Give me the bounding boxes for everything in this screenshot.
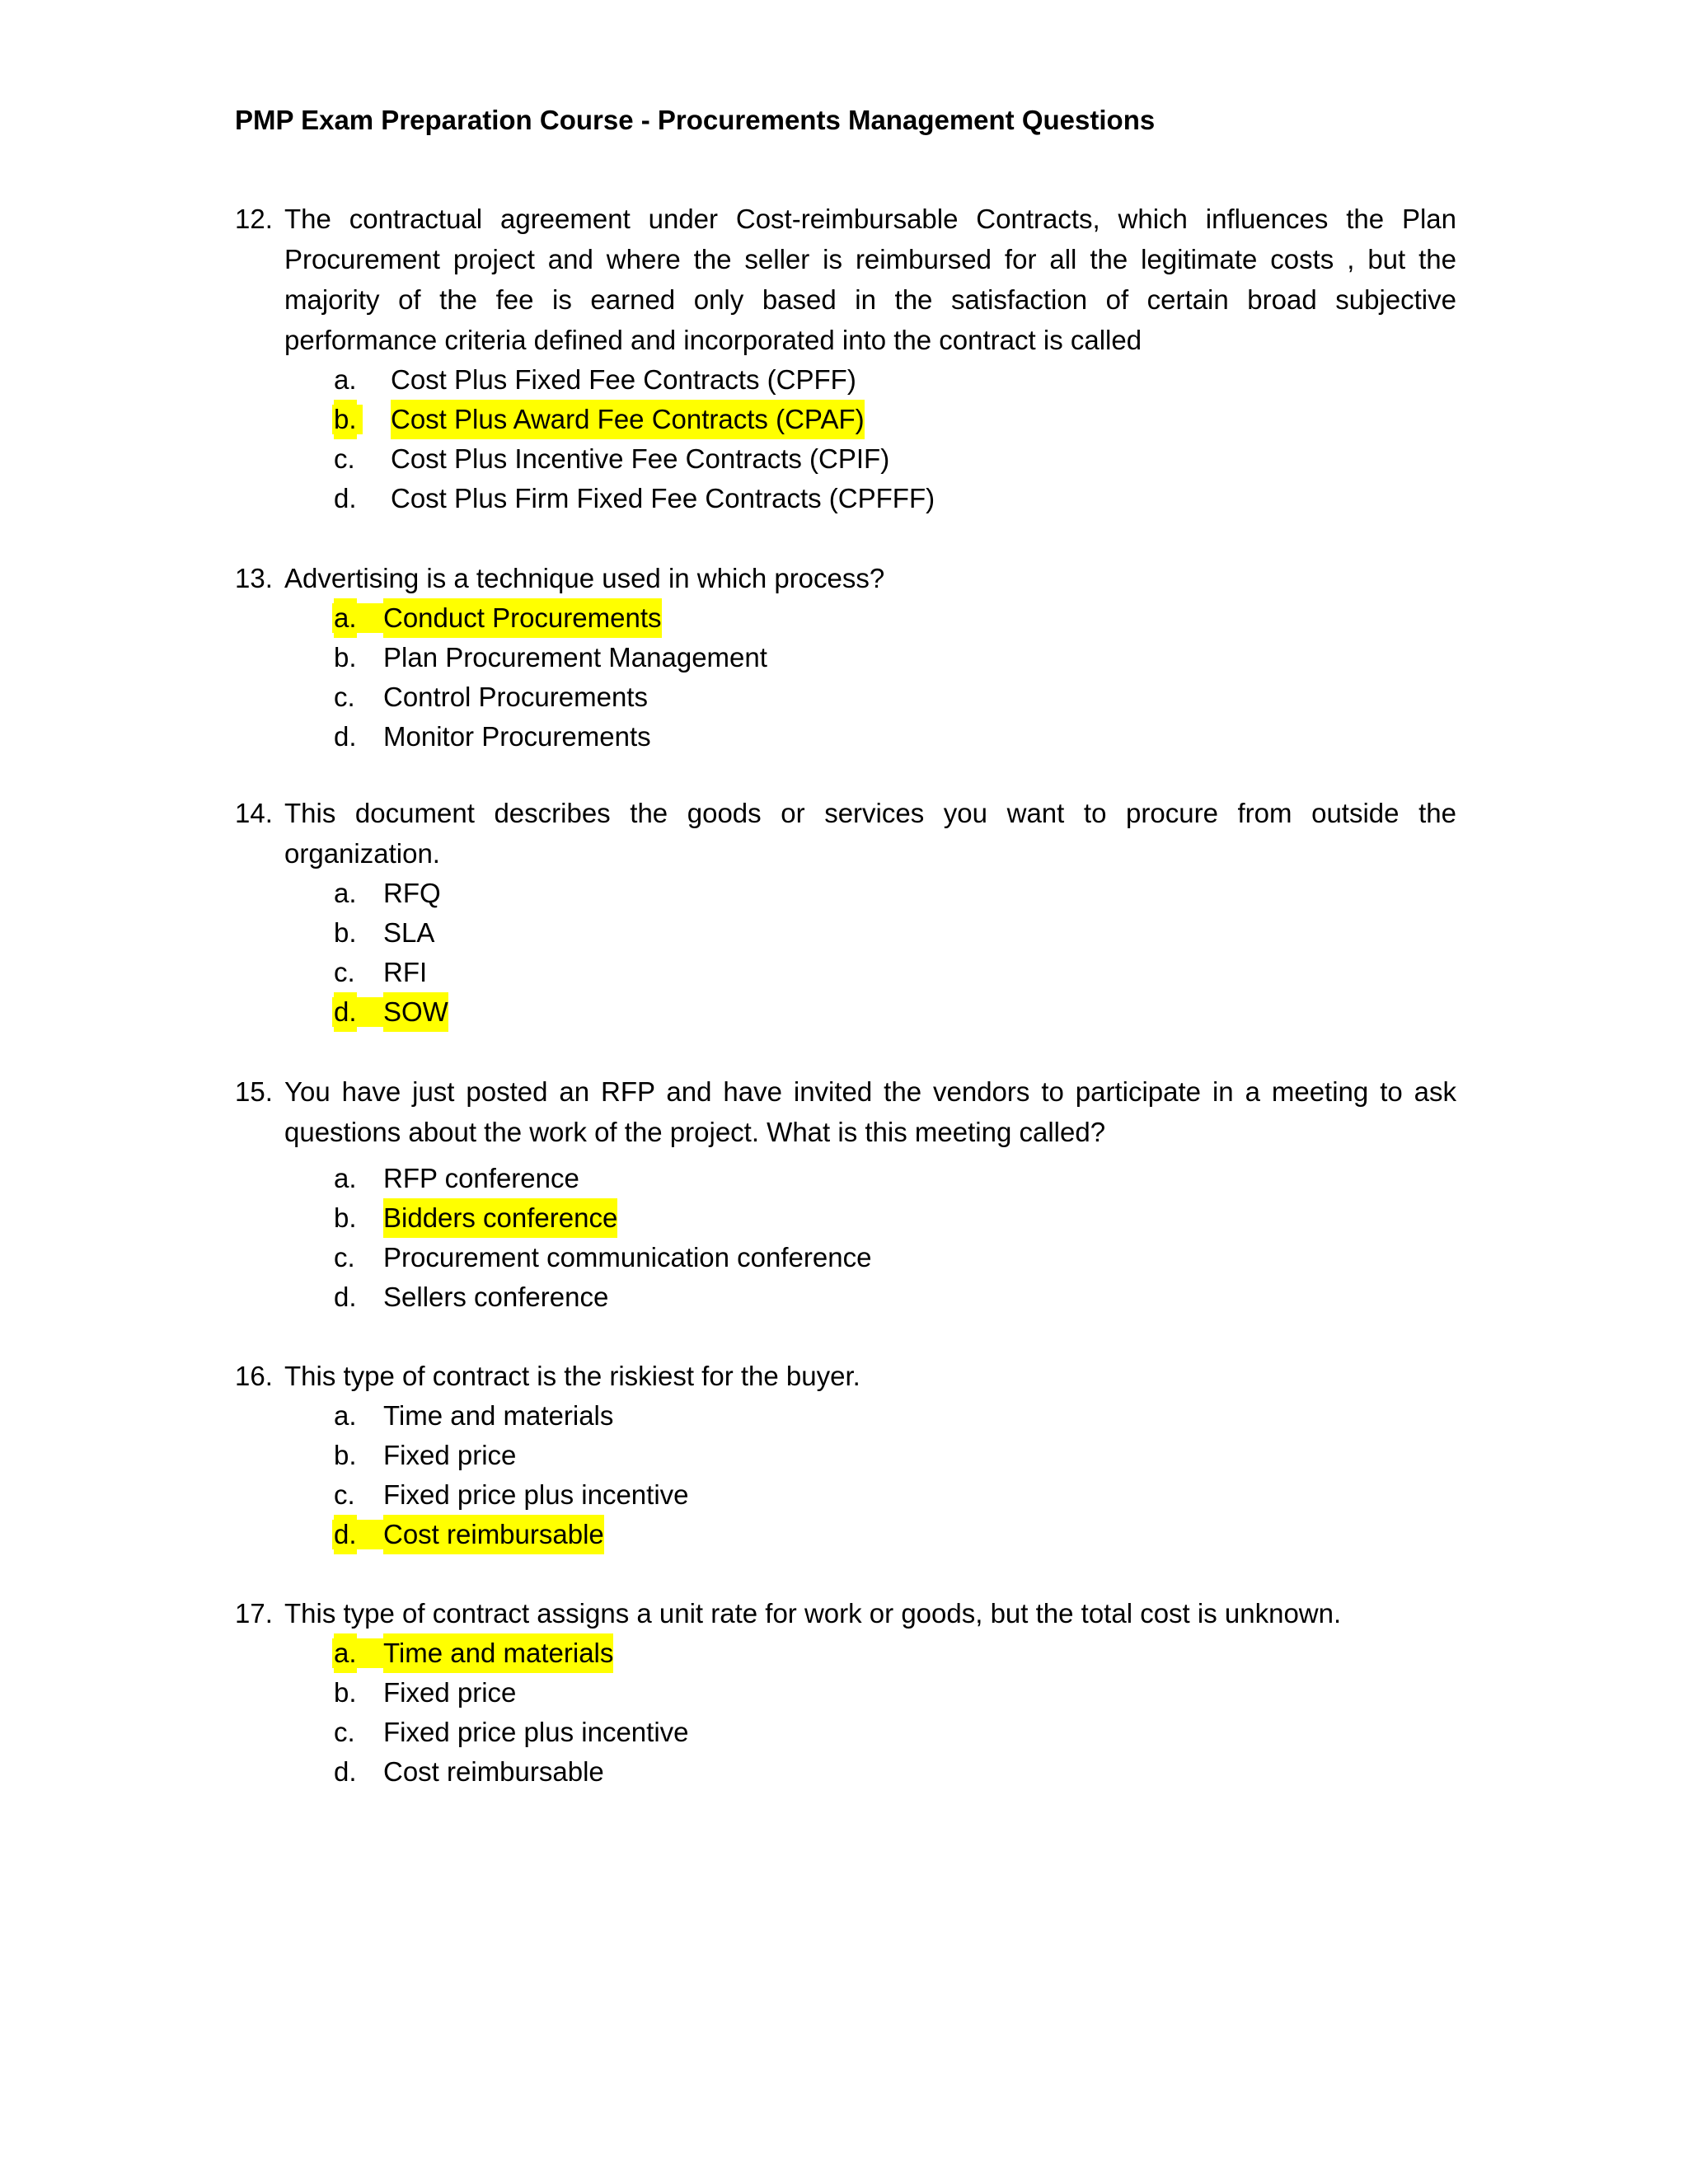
question-text: The contractual agreement under Cost-reimbursable Contracts, which influences the Plan Procurement project and where the seller is reimbursed for all the legitimate costs , but the majority of the fee is earned only based in the satisfaction of certain broad subjective performance criteria defined and incorporated into the contract is called xyxy=(284,204,1456,355)
option-text: Cost Plus Incentive Fee Contracts (CPIF) xyxy=(391,443,890,474)
question-text: This type of contract is the riskiest for the buyer. xyxy=(284,1361,860,1391)
answer-options xyxy=(235,598,1456,757)
question-stem xyxy=(235,1593,1456,1633)
option-letter: d. xyxy=(334,1515,357,1554)
option-b-correct xyxy=(235,1198,1456,1238)
option-c xyxy=(235,1238,1456,1277)
option-letter: a. xyxy=(334,364,357,395)
answer-options xyxy=(235,1396,1456,1554)
option-letter: a. xyxy=(334,878,357,908)
option-text: RFP conference xyxy=(383,1163,579,1193)
option-b xyxy=(235,1673,1456,1713)
option-d-correct xyxy=(235,992,1456,1032)
option-letter: a. xyxy=(334,1400,357,1431)
question-15 xyxy=(235,1071,1456,1317)
question-stem xyxy=(235,793,1456,874)
question-number: 16. xyxy=(235,1361,273,1391)
option-d xyxy=(235,717,1456,757)
option-letter: b. xyxy=(334,400,357,439)
option-a-correct xyxy=(235,598,1456,638)
option-text: SLA xyxy=(383,917,435,948)
option-d xyxy=(235,1752,1456,1792)
option-letter: b. xyxy=(334,642,357,673)
option-letter: a. xyxy=(334,1163,357,1193)
question-number: 15. xyxy=(235,1076,273,1107)
option-letter: b. xyxy=(334,917,357,948)
question-number: 14. xyxy=(235,798,273,828)
option-letter: d. xyxy=(334,483,357,513)
option-text: Procurement communication conference xyxy=(383,1242,872,1272)
question-stem xyxy=(235,1071,1456,1152)
option-letter: b. xyxy=(334,1677,357,1708)
question-17 xyxy=(235,1593,1456,1792)
option-d xyxy=(235,479,1456,518)
option-text: Control Procurements xyxy=(383,682,648,712)
answer-options xyxy=(235,360,1456,518)
option-text: Cost Plus Fixed Fee Contracts (CPFF) xyxy=(391,364,856,395)
option-letter: c. xyxy=(334,443,355,474)
answer-options xyxy=(235,1159,1456,1317)
option-text: Fixed price plus incentive xyxy=(383,1717,689,1747)
question-stem xyxy=(235,1356,1456,1396)
option-c xyxy=(235,1475,1456,1515)
question-13 xyxy=(235,558,1456,757)
option-b xyxy=(235,1436,1456,1475)
option-c xyxy=(235,953,1456,992)
option-letter: d. xyxy=(334,1282,357,1312)
question-14 xyxy=(235,793,1456,1032)
answer-options xyxy=(235,874,1456,1032)
option-letter: d. xyxy=(334,721,357,752)
option-c xyxy=(235,677,1456,717)
option-b-correct xyxy=(235,400,1456,439)
option-a xyxy=(235,360,1456,400)
question-12 xyxy=(235,199,1456,518)
option-a xyxy=(235,1396,1456,1436)
question-text: This type of contract assigns a unit rate for work or goods, but the total cost is unknown. xyxy=(284,1598,1342,1629)
option-letter: a. xyxy=(334,598,357,638)
page-title: PMP Exam Preparation Course - Procurements Management Questions xyxy=(235,105,1156,135)
option-text: Sellers conference xyxy=(383,1282,609,1312)
question-stem xyxy=(235,558,1456,598)
option-text: RFQ xyxy=(383,878,441,908)
option-text: Monitor Procurements xyxy=(383,721,651,752)
option-text: RFI xyxy=(383,957,428,987)
option-a-correct xyxy=(235,1633,1456,1673)
option-text: Fixed price plus incentive xyxy=(383,1479,689,1510)
option-c xyxy=(235,1713,1456,1752)
option-text: Cost Plus Firm Fixed Fee Contracts (CPFFF) xyxy=(391,483,935,513)
option-text: Plan Procurement Management xyxy=(383,642,767,673)
option-text: Conduct Procurements xyxy=(383,598,662,638)
option-letter: b. xyxy=(334,1202,357,1233)
option-b xyxy=(235,638,1456,677)
option-text: Fixed price xyxy=(383,1677,517,1708)
question-number: 12. xyxy=(235,204,273,234)
option-text: Bidders conference xyxy=(383,1198,617,1238)
option-a xyxy=(235,1159,1456,1198)
option-letter: d. xyxy=(334,992,357,1032)
option-letter: d. xyxy=(334,1756,357,1787)
question-text: You have just posted an RFP and have invited the vendors to participate in a meeting to ask questions about the work of the project. What is this meeting called? xyxy=(284,1076,1456,1147)
option-letter: c. xyxy=(334,1717,355,1747)
option-text: Cost reimbursable xyxy=(383,1515,604,1554)
option-text: Cost Plus Award Fee Contracts (CPAF) xyxy=(391,400,865,439)
option-c xyxy=(235,439,1456,479)
question-16 xyxy=(235,1356,1456,1554)
option-letter: c. xyxy=(334,1479,355,1510)
option-text: SOW xyxy=(383,992,448,1032)
option-text: Time and materials xyxy=(383,1400,614,1431)
option-b xyxy=(235,913,1456,953)
question-number: 13. xyxy=(235,563,273,593)
option-text: Time and materials xyxy=(383,1633,613,1673)
option-letter: b. xyxy=(334,1440,357,1470)
option-a xyxy=(235,874,1456,913)
option-letter: c. xyxy=(334,957,355,987)
question-text: This document describes the goods or services you want to procure from outside the organization. xyxy=(284,798,1456,869)
question-text: Advertising is a technique used in which process? xyxy=(284,563,885,593)
answer-options xyxy=(235,1633,1456,1792)
option-d-correct xyxy=(235,1515,1456,1554)
option-text: Cost reimbursable xyxy=(383,1756,604,1787)
option-text: Fixed price xyxy=(383,1440,517,1470)
option-letter: c. xyxy=(334,1242,355,1272)
question-stem xyxy=(235,199,1456,360)
question-number: 17. xyxy=(235,1598,273,1629)
option-letter: a. xyxy=(334,1633,357,1673)
option-d xyxy=(235,1277,1456,1317)
option-letter: c. xyxy=(334,682,355,712)
